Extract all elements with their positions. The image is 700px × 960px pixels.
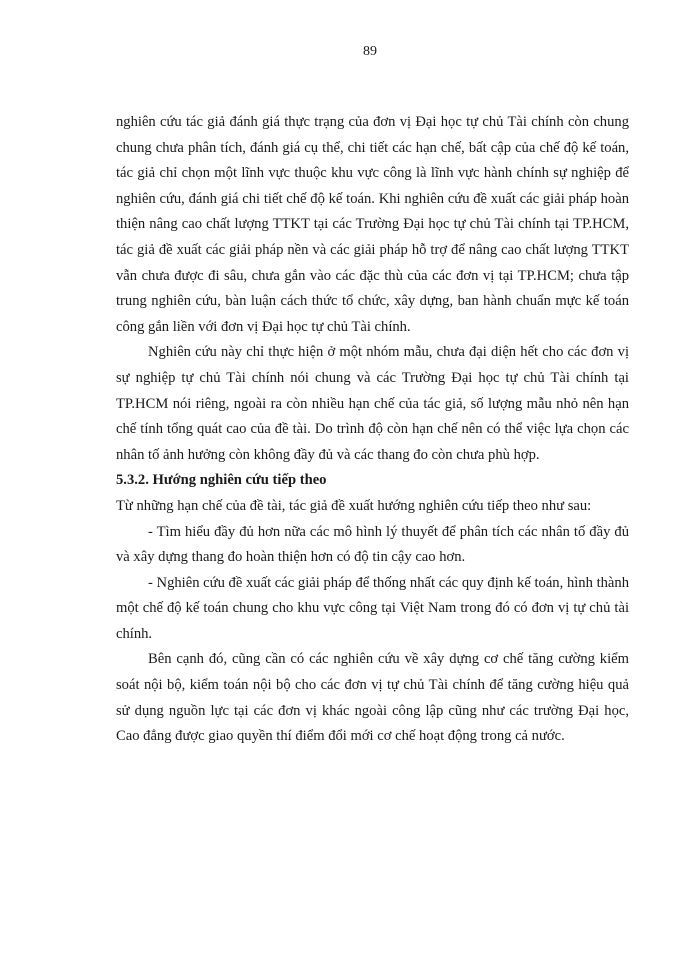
paragraph-closing: Bên cạnh đó, cũng cần có các nghiên cứu về xây dựng cơ chế tăng cường kiểm soát nội bộ, kiểm toán nội bộ cho các đơn vị tự chủ Tài chính để tăng cường hiệu quả sử dụng nguồn lực tại các đơn vị khác ngoài công lập cũng như các trường Đại học, Cao đẳng được giao quyền thí điểm đổi mới cơ chế hoạt động trong cả nước.	[116, 651, 629, 745]
paragraph-continuation: nghiên cứu tác giả đánh giá thực trạng của đơn vị Đại học tự chủ Tài chính còn chung chung chưa phân tích, đánh giá cụ thể, chi tiết các hạn chế, bất cập của chế độ kế toán, tác giả chỉ chọn một lĩnh vực thuộc khu vực công là lĩnh vực hành chính sự nghiệp để nghiên cứu, đánh giá chi tiết chế độ kế toán. Khi nghiên cứu đề xuất các giải pháp hoàn thiện nâng cao chất lượng TTKT tại các Trường Đại học tự chủ Tài chính tại TP.HCM, tác giả đề xuất các giải pháp nền và các giải pháp hỗ trợ để nâng cao chất lượng TTKT vẫn chưa được đi sâu, chưa gắn vào các đặc thù của các đơn vị tại TP.HCM; chưa tập trung nghiên cứu, bàn luận cách thức tổ chức, xây dựng, ban hành chuẩn mực kế toán công gắn liền với đơn vị Đại học tự chủ Tài chính.	[116, 114, 629, 335]
bullet-item: - Nghiên cứu đề xuất các giải pháp để thống nhất các quy định kế toán, hình thành một chế độ kế toán chung cho khu vực công tại Việt Nam trong đó có đơn vị tự chủ tài chính.	[116, 574, 629, 642]
page-number: 89	[363, 44, 377, 59]
bullet-item: - Tìm hiểu đầy đủ hơn nữa các mô hình lý thuyết để phân tích các nhân tố đầy đủ và xây dựng thang đo hoàn thiện hơn có độ tin cậy cao hơn.	[116, 523, 629, 566]
document-body	[116, 110, 629, 750]
paragraph-limitations: Nghiên cứu này chỉ thực hiện ở một nhóm mẫu, chưa đại diện hết cho các đơn vị sự nghiệp tự chủ Tài chính nói chung và các Trường Đại học tự chủ Tài chính tại TP.HCM nói riêng, ngoài ra còn nhiều hạn chế của tác giả, số lượng mẫu nhỏ nên hạn chế tính tổng quát cao của đề tài. Do trình độ còn hạn chế nên có thể việc lựa chọn các nhân tố ảnh hưởng còn không đầy đủ và các thang đo còn chưa phù hợp.	[116, 344, 629, 463]
section-intro: Từ những hạn chế của đề tài, tác giả đề xuất hướng nghiên cứu tiếp theo như sau:	[116, 497, 592, 514]
section-heading: 5.3.2. Hướng nghiên cứu tiếp theo	[116, 472, 327, 489]
